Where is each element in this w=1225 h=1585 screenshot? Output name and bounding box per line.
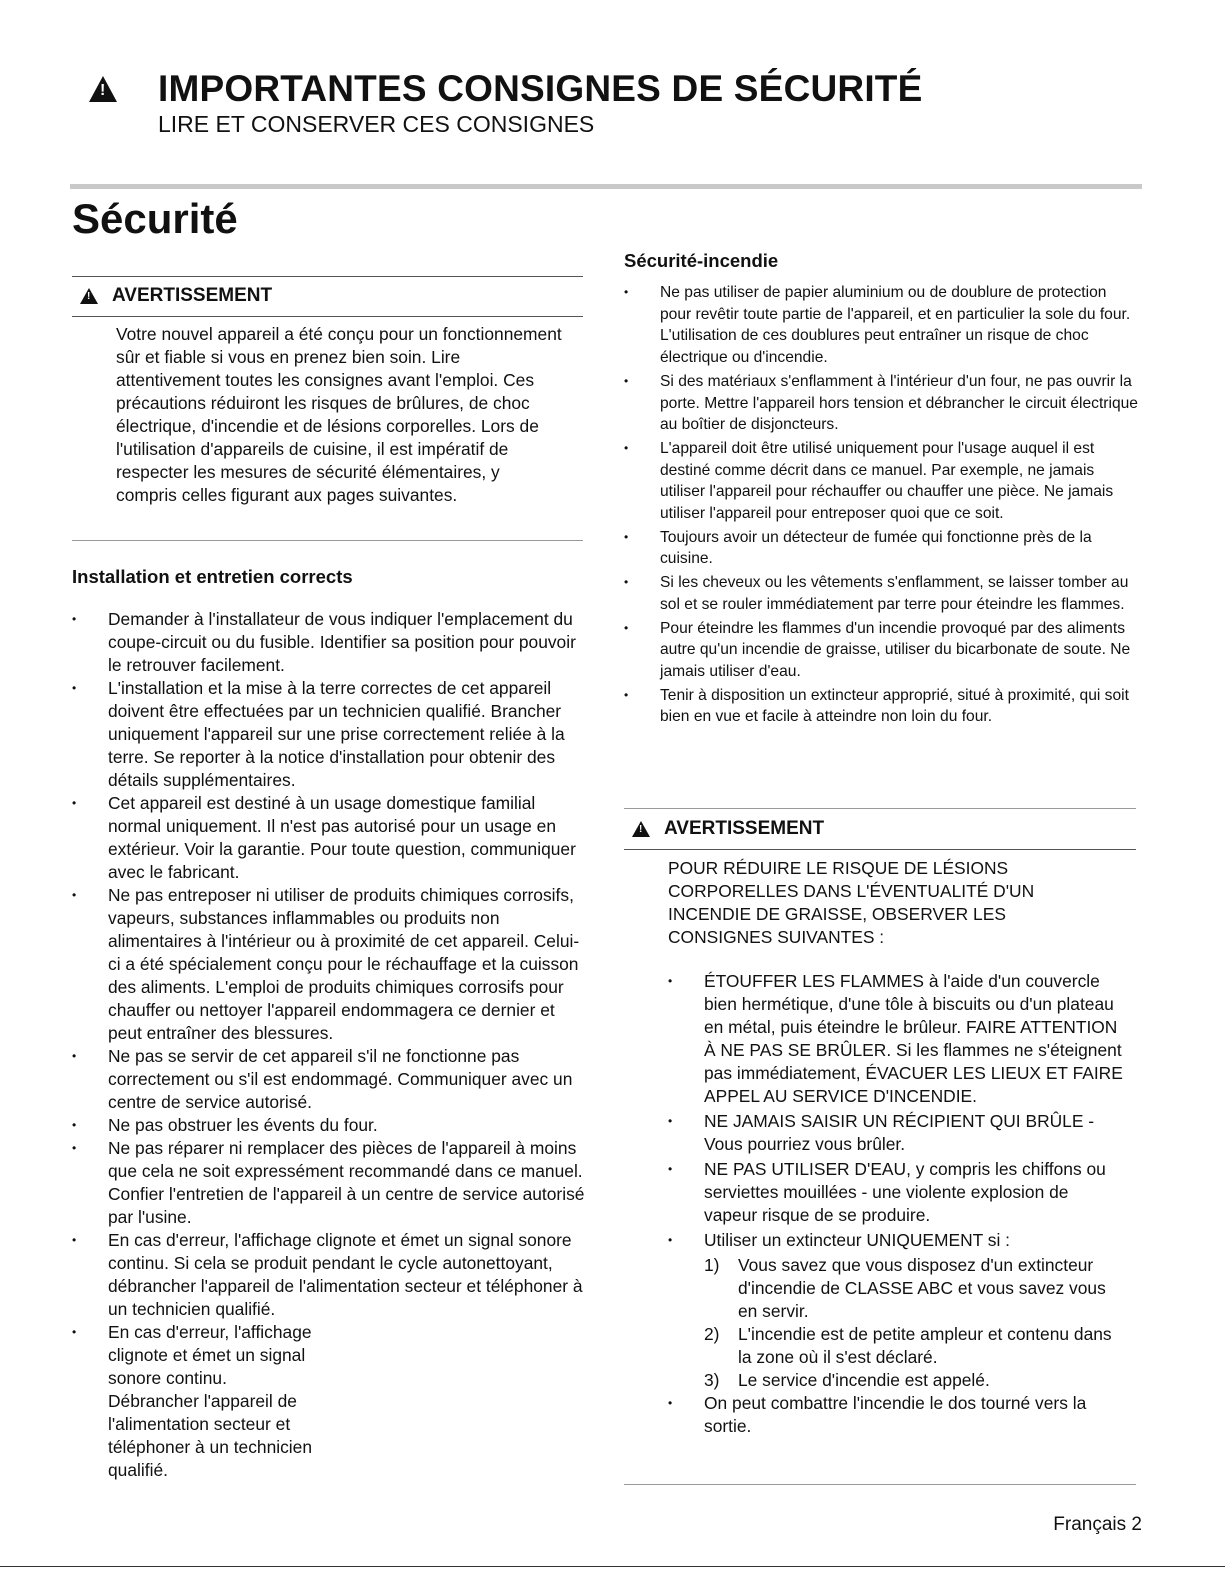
grease-fire-list-end (668, 1392, 1124, 1438)
step-item: 1) Vous savez que vous disposez d'un extincteur d'incendie de CLASSE ABC et vous savez vous en servir. (704, 1255, 1106, 1321)
warning-bottom-rule (624, 1484, 1136, 1485)
warning-triangle-icon (80, 288, 98, 304)
grease-fire-instructions (668, 970, 1124, 1438)
warning-mid-rule (624, 849, 1136, 850)
step-item: 3) Le service d'incendie est appelé. (704, 1370, 990, 1390)
right-warning-header (632, 818, 824, 840)
list-item: • Ne pas obstruer les évents du four. (72, 1114, 588, 1137)
warning-triangle-icon (632, 821, 650, 837)
list-item: • On peut combattre l'incendie le dos tourné vers la sortie. (668, 1392, 1124, 1438)
step-item: 2) L'incendie est de petite ampleur et contenu dans la zone où il s'est déclaré. (704, 1324, 1112, 1367)
section-heading: Sécurité (72, 195, 238, 242)
right-warning-intro: POUR RÉDUIRE LE RISQUE DE LÉSIONS CORPORELLES DANS L'ÉVENTUALITÉ D'UN INCENDIE DE GRAISSE, OBSERVER LES CONSIGNES SUIVANTES : (668, 858, 1035, 947)
list-item: • En cas d'erreur, l'affichage clignote et émet un signal sonore continu. Si cela se produit pendant le cycle autonettoyant, débrancher l'appareil de l'alimentation secteur et téléphoner à un technicien qualifié. (72, 1229, 588, 1321)
warning-top-rule (624, 808, 1136, 809)
list-item: • Toujours avoir un détecteur de fumée qui fonctionne près de la cuisine. (624, 527, 1138, 570)
left-warning-label: AVERTISSEMENT (112, 285, 273, 306)
list-item: • Tenir à disposition un extincteur approprié, situé à proximité, qui soit bien en vue et facile à atteindre non loin du four. (624, 685, 1138, 728)
list-item: • ÉTOUFFER LES FLAMMES à l'aide d'un couvercle bien hermétique, d'une tôle à biscuits ou d'un plateau en métal, puis éteindre le brûleur. FAIRE ATTENTION À NE PAS SE BRÛLER. Si les flammes ne s'éteignent pas immédiatement, ÉVACUER LES LIEUX ET FAIRE APPEL AU SERVICE D'INCENDIE. (668, 970, 1124, 1108)
list-item: • Utiliser un extincteur UNIQUEMENT si : (668, 1229, 1124, 1252)
list-item: • En cas d'erreur, l'affichage clignote et émet un signal sonore continu. Débrancher l'appareil de l'alimentation secteur et téléphoner à un technicien qualifié. (72, 1321, 313, 1482)
page-subtitle: LIRE ET CONSERVER CES CONSIGNES (158, 111, 595, 137)
header-divider (70, 184, 1142, 189)
warning-triangle-icon (89, 76, 117, 102)
list-item: • NE JAMAIS SAISIR UN RÉCIPIENT QUI BRÛLE - Vous pourriez vous brûler. (668, 1110, 1124, 1156)
fire-safety-list (624, 282, 1138, 730)
left-warning-text: Votre nouvel appareil a été conçu pour un fonctionnement sûr et fiable si vous en prenez bien soin. Lire attentivement toutes les consignes avant l'emploi. Ces précautions réduiront les risques de brûlures, de choc électrique, d'incendie et de lésions corporelles. Lors de l'utilisation d'appareils de cuisine, il est impératif de respecter les mesures de sécurité élémentaires, y compris celles figurant aux pages suivantes. (116, 324, 562, 505)
list-item: • Ne pas utiliser de papier aluminium ou de doublure de protection pour revêtir toute partie de l'appareil, et en particulier la sole du four. L'utilisation de ces doublures peut entraîner un risque de choc électrique ou d'incendie. (624, 282, 1138, 369)
page-bottom-rule (0, 1566, 1225, 1567)
installation-heading: Installation et entretien corrects (72, 566, 353, 587)
list-item: • Si les cheveux ou les vêtements s'enflamment, se laisser tomber au sol et se rouler immédiatement par terre pour éteindre les flammes. (624, 572, 1138, 615)
extinguisher-conditions (704, 1254, 1124, 1392)
list-item: • NE PAS UTILISER D'EAU, y compris les chiffons ou serviettes mouillées - une violente explosion de vapeur risque de se produire. (668, 1158, 1124, 1227)
warning-top-rule (72, 276, 583, 277)
list-item: • Cet appareil est destiné à un usage domestique familial normal uniquement. Il n'est pas autorisé pour un usage en extérieur. Voir la garantie. Pour toute question, communiquer avec le fabricant. (72, 792, 588, 884)
list-item: • L'appareil doit être utilisé uniquement pour l'usage auquel il est destiné comme décrit dans ce manuel. Par exemple, ne jamais utiliser l'appareil pour réchauffer ou chauffer une pièce. Ne jamais utiliser l'appareil pour entreposer quoi que ce soit. (624, 438, 1138, 525)
list-item: • Si des matériaux s'enflamment à l'intérieur d'un four, ne pas ouvrir la porte. Mettre l'appareil hors tension et débrancher le circuit électrique au boîtier de disjoncteurs. (624, 371, 1138, 436)
warning-mid-rule (72, 316, 583, 317)
grease-fire-list (668, 970, 1124, 1252)
page-number: Français 2 (1053, 1514, 1142, 1535)
page-title: IMPORTANTES CONSIGNES DE SÉCURITÉ (158, 68, 923, 109)
list-item: • Demander à l'installateur de vous indiquer l'emplacement du coupe-circuit ou du fusible. Identifier sa position pour pouvoir le retrouver facilement. (72, 608, 588, 677)
right-warning-label: AVERTISSEMENT (664, 818, 825, 839)
left-warning-header (80, 285, 272, 307)
list-item: • Ne pas réparer ni remplacer des pièces de l'appareil à moins que cela ne soit expressément recommandé dans ce manuel. Confier l'entretien de l'appareil à un centre de service autorisé par l'usine. (72, 1137, 588, 1229)
list-item: • Pour éteindre les flammes d'un incendie provoqué par des aliments autre qu'un incendie de graisse, utiliser du bicarbonate de soute. Ne jamais utiliser d'eau. (624, 618, 1138, 683)
list-item: • L'installation et la mise à la terre correctes de cet appareil doivent être effectuées par un technicien qualifié. Brancher uniquement l'appareil sur une prise correctement reliée à la terre. Se reporter à la notice d'installation pour obtenir des détails supplémentaires. (72, 677, 588, 792)
installation-list (72, 608, 588, 1482)
fire-safety-heading: Sécurité-incendie (624, 250, 779, 271)
list-item: • Ne pas entreposer ni utiliser de produits chimiques corrosifs, vapeurs, substances inflammables ou produits non alimentaires à l'intérieur ou à proximité de cet appareil. Celui-ci a été spécialement conçu pour le réchauffage et la cuisson des aliments. L'emploi de produits chimiques corrosifs pour chauffer ou nettoyer l'appareil endommagera ce dernier et peut entraîner des blessures. (72, 884, 588, 1045)
warning-bottom-rule (72, 540, 583, 541)
list-item: • Ne pas se servir de cet appareil s'il ne fonctionne pas correctement ou s'il est endommagé. Communiquer avec un centre de service autorisé. (72, 1045, 588, 1114)
